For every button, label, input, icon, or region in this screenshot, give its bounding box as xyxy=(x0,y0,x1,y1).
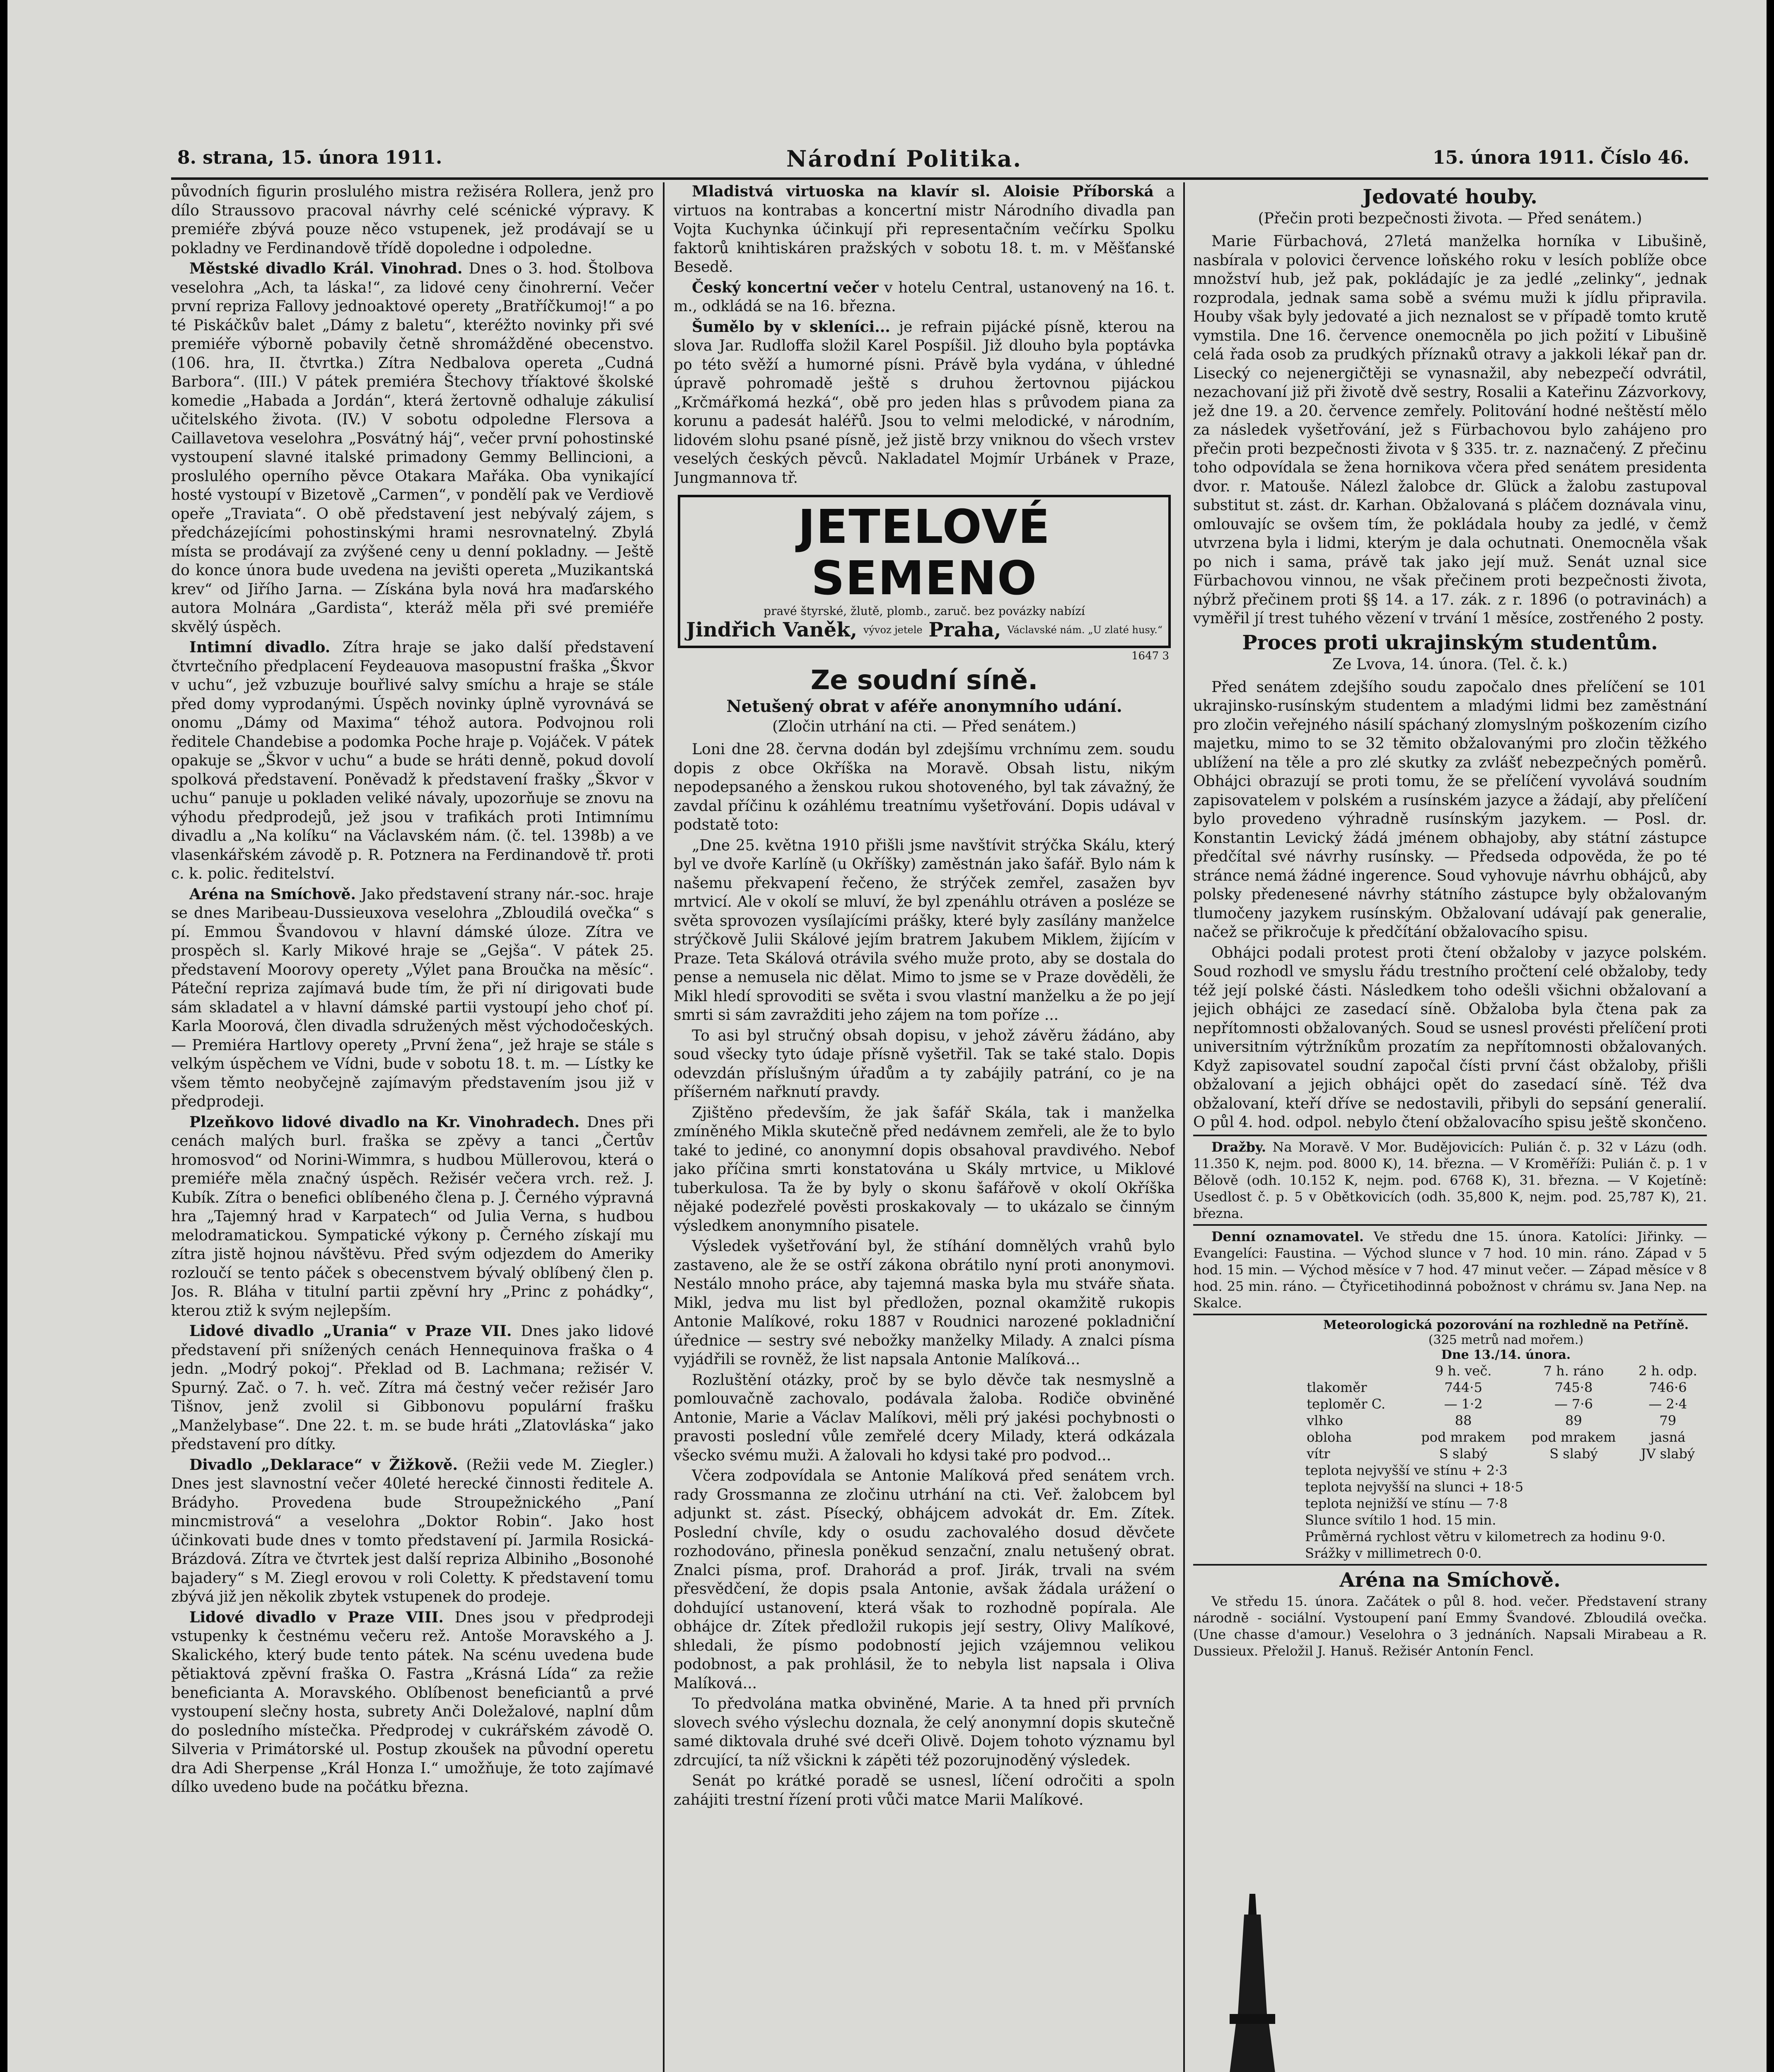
article-title: Aréna na Smíchově. xyxy=(1339,1568,1561,1592)
article-heading: Plzeňkovo lidové divadlo na Kr. Vinohradech. xyxy=(189,1113,580,1131)
header-page-date: 8. strana, 15. února 1911. xyxy=(177,147,442,168)
article-paragraph: Dražby. Na Moravě. V Mor. Budějovicích: Pulián č. p. 32 v Lázu (odh. 11.350 K, nejm. pod. 8000 K), 14. března. — V Kroměříži: Pulián č. p. 1 v Bělově (odh. 10.152 K, nejm. pod. 6768 K), 31. března. — V Kojetíně: Usedlost č. p. 5 v Obětkovicích (odh. 35,800 K, nejm. pod. 25,787 K), 21. března. xyxy=(1193,1139,1707,1221)
weather-subtitle: (325 metrů nad mořem.) xyxy=(1428,1332,1584,1347)
divider xyxy=(1193,1564,1707,1566)
clover-ad-subtitle: pravé štyrské, žlutě, plomb., zaruč. bez povázky nabízí xyxy=(764,604,1085,618)
masthead-title: Národní Politika. xyxy=(786,145,1022,172)
article-paragraph: Divadlo „Deklarace“ v Žižkově. (Režii vede M. Ziegler.) Dnes jest slavnostní večer 40leté herecké činnosti ředitele A. Brádyho. Provedena bude Stroupežnického „Paní mincmistrová“ a veselohra „Doktor Robin“. Jako host účinkovati bude dnes v tomto představení pí. Jarmila Rosická-Brázdová. Zítra ve čtvrtek jest další repriza Albiniho „Bosonohé bajadery“ s M. Ziegl erovou v roli Coletty. K představení tomu zbývá již jen několik zbytek vstupenek do prodeje. xyxy=(171,1456,654,1605)
clover-ad-firm-line xyxy=(686,618,1163,641)
weather-note: Slunce svítilo 1 hod. 15 min. xyxy=(1305,1512,1496,1528)
clover-ad-code: 1647 3 xyxy=(1131,650,1169,662)
column-3 xyxy=(1193,182,1707,2072)
weather-col-header: 2 h. odp. xyxy=(1638,1363,1697,1379)
weather-note: teplota nejvyšší ve stínu + 2·3 xyxy=(1305,1462,1508,1478)
article-paragraph: Šumělo by v skleníci... je refrain pijácké písně, kterou na slova Jar. Rudloffa složil Karel Pospíšil. Již dlouho byla poptávka po této svěží a humorné písni. Právě byla vydána, v úhledné úpravě pohromadě ještě s druhou žertovnou pijáckou „Krčmářkomá hezká“, obě pro jeden hlas s průvodem piana za korunu a padesát haléřů. Jsou to velmi melodické, v národním, lidovém slohu psané písně, jež jistě brzy vniknou do všech vrstev veselých českých pěvců. Nakladatel Mojmír Urbánek v Praze, Jungmannova tř. xyxy=(674,318,1175,487)
article-paragraph: To asi byl stručný obsah dopisu, v jehož závěru žádáno, aby soud všecky tyto údaje přísně vyšetřil. Tak se také stalo. Dopis odevzdán příslušným úřadům a ty zabájily patrání, co je na příšerném nařknutí pravdy. xyxy=(674,1027,1175,1101)
clover-ad-city: Praha, xyxy=(928,618,1001,641)
article-paragraph: Denní oznamovatel. Ve středu dne 15. února. Katolíci: Jiřinky. — Evangelíci: Faustina. — Východ slunce v 7 hod. 10 min. ráno. Západ v 5 hod. 15 min. — Východ měsíce v 7 hod. 47 minut večer. — Západ měsíce v 8 hod. 25 min. ráno. — Čtyřicetihodinná pobožnost v chrámu sv. Jana Nep. na Skalce. xyxy=(1193,1228,1707,1311)
article-paragraph: Včera zodpovídala se Antonie Malíková před senátem vrch. rady Grossmanna ze zločinu utrhání na cti. Veř. žalobcem byl adjunkt st. zást. Písecký, obhájcem advokát dr. Em. Zítek. Poslední chvíle, kdy o osudu zachovalého dosud děvčete rozhodováno, přinesla poněkud senzační, znalu netušený obrat. Znalci písma, prof. Drahorád a prof. Jirák, trvali na svém přesvědčení, že dopis psala Antonie, avšak žádala urážení o dohdující ustanovení, která však to rozhodně popírala. Ale obhájce dr. Zítek předložil rukopis její sestry, Olivy Malíkové, shledali, že písmo podobností jejich vzájemnou velikou podobnost, a pak prohlásil, že to nebyla list napsala i Oliva Malíková... xyxy=(674,1467,1175,1692)
weather-note: teplota nejvyšší na slunci + 18·5 xyxy=(1305,1479,1524,1495)
header-rule xyxy=(171,177,1708,180)
article-subtitle: Ze Lvova, 14. února. (Tel. č. k.) xyxy=(1332,656,1568,673)
article-heading: Mladistvá virtuoska na klavír sl. Aloisie Příborská xyxy=(692,183,1154,200)
article-paragraph: původních figurin proslulého mistra režiséra Rollera, jenž pro dílo Straussovo pracoval návrhy celé scénické výpravy. K premiéře zbývá pouze něco vstupenek, jež prodávají se u pokladny ve Ferdinandově třídě dopoledne i odpoledne. xyxy=(171,183,654,257)
article-paragraph: Lidové divadlo v Praze VIII. Dnes jsou v předprodeji vstupenky k čestnému večeru rež. Antoše Moravského a J. Skalického, který bude tento pátek. Na scénu uvedena bude pětiaktová zpěvní fraška O. Fastra „Krásná Lída“ za režie beneficianta A. Moravského. Oblíbenost beneficiantů a prvé vystoupení slečny hosta, subrety Anči Doležalové, naplní dům do posledního místečka. Předprodej v cukrářském závodě O. Silveria v Primátorské ul. Postup zkoušek na původní operetu dra Adi Sherpense „Král Honza I.“ umožňuje, že toto zajímavé dílko uvedeno bude na počátku března. xyxy=(171,1608,654,1796)
column-divider-1 xyxy=(663,182,665,2072)
clover-ad-firm: Jindřich Vaněk, xyxy=(686,618,858,641)
divider xyxy=(1193,1314,1707,1315)
article-paragraph: Obhájci podali protest proti čtení obžaloby v jazyce polském. Soud rozhodl ve smyslu řádu trestního pročtení celé obžaloby, tedy též její polské části. Následkem toho odešli všichni obžalovaní a jejich obhájci ze zasedací síně. Obžaloba byla čtena pak za nepřítomnosti obžalovaných. Soud se usnesl provésti přelíčení proti universitním výtržníkům prozatím za nepřítomnosti obžalovaných. Když zapisovatel soudní započal čísti první část obžaloby, přišli obžalovaní a jejich obhájci opět do zasedací síně. Též dva obžalovaní, kteří dříve se nedostavili, přibyli do sepsání generalií. O půl 4. hod. odpol. nebylo čtení obžalovacího spisu ještě skončeno. xyxy=(1193,944,1707,1131)
article-paragraph: Marie Fürbachová, 27letá manželka horníka v Libušině, nasbírala v polovici července loňského roku v lesích poblíže obce množství hub, jež pak, pokládajíc je za jedlé „zelinky“, jednak rozprodala, jednak sama sobě a svému muži k jídlu připravila. Houby však byly jedovaté a jich neznalost se v případě tomto krutě vymstila. Dne 16. července onemocněla po jich požití v Libušině celá řada osob za prudkých příznaků otravy a jakkoli lékař pan dr. Lisecký co nejenergičtěji se vynasnažil, aby nebezpečí odvrátil, nezachovaní již při životě dvě sestry, Rosalii a Kateřinu Zázvorkovy, jež dne 19. a 20. července zemřely. Politování hodné neštěstí mělo za následek vyšetřování, jež s Fürbachovou bylo zahájeno pro přečin proti bezpečnosti života v § 335. tr. z. naznačený. Z přečinu toho odpovídala se žena hornikova včera před senátem presidenta dvor. r. Matouše. Nálezl žalobce dr. Glück a žalobu zastupoval substitut st. zást. dr. Karhan. Obžalovaná s pláčem doznávala vinu, omlouvajíc se ovšem tím, že pokládala houby za jedlé, v čemž utvrzena byla i lidmi, kterým je dala ochutnati. Onemocněla však po nich i sama, právě tak jako její muž. Senát uznal sice Fürbachovou vinnou, ne však přečinem proti bezpečnosti života, nýbrž přečinem proti §§ 14. a 17. zák. z r. 1896 (o potravinách) a vyměřil jí trest tuhého vězení v trvání 1 měsíce, zostřeného 2 posty. xyxy=(1193,233,1707,627)
article-paragraph: Městské divadlo Král. Vinohrad. Dnes o 3. hod. Štolbova veselohra „Ach, ta láska!“, za lidové ceny činohrerní. Večer první repriza Fallovy jednoaktové operety „Bratříčkumoj!“ a po té Piskáčkův balet „Dámy z baletu“, kteréžto novinky při své premiéře výborně pobavily četně shromážděné obecenstvo. (106. hra, II. čtvrtka.) Zítra Nedbalova opereta „Cudná Barbora“. (III.) V pátek premiéra Štechovy tříaktové školské komedie „Habada a Jordán“, která žertovně odhaluje zákulisí učitelského života. (IV.) V sobotu odpoledne Flersova a Caillavetova veselohra „Posvátný háj“, večer první pohostinské vystoupení slavné italské primadony Gemmy Bellincioni, a proslulého operního pěvce Otakara Mařáka. Oba vynikající hosté vystoupí v Bizetově „Carmen“, v pondělí pak ve Verdiově opeře „Traviata“. O obě představení jest nebývalý zájem, s předcházejícími pohostinskými hrami nesrovnatelný. Zbylá místa se prodávají za zvýšené ceny u denní pokladny. — Ještě do konce února bude uvedena na jevišti opereta „Muzikantská krev“ od Jiřího Jarna. — Získána byla nová hra maďarského autora Molnára „Gardista“, kteráž měla při své premiéře skvělý úspěch. xyxy=(171,260,654,636)
article-heading: Aréna na Smíchově. xyxy=(189,885,356,903)
article-heading: Městské divadlo Král. Vinohrad. xyxy=(189,260,463,277)
article-paragraph: Mladistvá virtuoska na klavír sl. Aloisie Příborská a virtuos na kontrabas a koncertní mistr Národního divadla pan Vojta Kuchynka účinkují při representačním večírku Spolku faktorů knihtiskáren pražských v sobotu 18. t. m. v Měšťanské Besedě. xyxy=(674,183,1175,276)
weather-note: Průměrná rychlost větru v kilometrech za hodinu 9·0. xyxy=(1305,1528,1666,1544)
article-heading: Lidové divadlo „Urania“ v Praze VII. xyxy=(189,1322,512,1340)
section-title-court: Ze soudní síně. xyxy=(810,665,1038,696)
weather-note: teplota nejnižší ve stínu — 7·8 xyxy=(1305,1495,1508,1511)
article-paragraph: Výsledek vyšetřování byl, že stíhání domnělých vrahů bylo zastaveno, ale že se ostří zákona obrátilo nyní proti anonymovi. Nestálo mnoho práce, aby tajemná maska byla mu stváře sňata. Mikl, jedva mu list byl předložen, poznal okamžitě rukopis Antonie Malíkové, roku 1887 v Roudnici narozené pokladniční úřednice — sestry své nebožky manželky Milady. A znalci písma vyjádřili se rovněž, že list napsala Antonie Malíková... xyxy=(674,1238,1175,1368)
article-paragraph: To předvolána matka obviněné, Marie. A ta hned při prvních slovech svého výslechu doznala, že celý anonymní dopis skutečně samé diktovala druhé své dceři Olivě. Dojem tohoto významu byl zdrcující, ta níž všickni k zápěti též pozorujnoděný výsledek. xyxy=(674,1695,1175,1769)
weather-table xyxy=(1305,1363,1707,1462)
article-paragraph: Aréna na Smíchově. Jako představení strany nár.-soc. hraje se dnes Maribeau-Dussieuxova veselohra „Zbloudilá ovečka“ s pí. Emmou Švandovou v hlavní dámské úloze. Zítra ve prospěch sl. Karly Mikové hraje se „Gejša“. V pátek 25. představení Moorovy operety „Výlet pana Broučka na měsíc“. Páteční repriza zajímavá bude tím, že při ní dirigovati bude sám skladatel a v hlavní dámské partii vystoupí jeho choť pí. Karla Moorová, člen divadla sdružených měst východočeských. — Premiéra Hartlovy operety „První žena“, jež hraje se stále s velkým úspěchem ve Vídni, bude v sobotu 18. t. m. — Lístky ke všem těmto neobyčejně zajímavým představením jsou již v předprodeji. xyxy=(171,885,654,1110)
article-heading: Šumělo by v skleníci... xyxy=(692,318,890,336)
weather-row: vítr S slabý S slabý JV slabý xyxy=(1307,1445,1695,1462)
article-subtitle: (Zločin utrhání na cti. — Před senátem.) xyxy=(772,718,1076,735)
article-paragraph: Před senátem zdejšího soudu započalo dnes přelíčení se 101 ukrajinsko-rusínským studentem a mladými lidmi bez zaměstnání pro zločin veřejného násilí spáchaný zlomyslným poškozením cizího majetku, mimo to se 32 těmito obžalovanými pro zločin těžkého ublížení na těle a pro zlé skutky za zvlášť nebezpečných poměrů. Obhájci obrazují se proti tomu, že se přelíčení vyvolává soudním zapisovatelem v polském a rusínském jazyce a žádají, aby přelíčení bylo provedeno výhradně rusínským jazykem. — Posl. dr. Konstantin Levický žádá jménem obhajoby, aby státní zástupce předčítal své návrhy rusínsky. — Předseda odpověda, že po té stránce nemá žádné ingerence. Soud vyhovuje návrhu obhájců, aby polsky předenesené návrhy státního zástupce byly obžalovaným tlumočeny jazykem rusínským. Obžalovaní udávají pak generalie, načež se přikročuje k předčítání obžalovacího spisu. xyxy=(1193,678,1707,941)
article-paragraph: Ve středu 15. února. Začátek o půl 8. hod. večer. Představení strany národně - sociální. Vystoupení paní Emmy Švandové. Zbloudilá ovečka. (Une chasse d'amour.) Veselohra o 3 jednáních. Napsali Mirabeau a R. Dussieux. Přeložil J. Hanuš. Režisér Antonín Fencl. xyxy=(1193,1593,1707,1659)
article-paragraph: Intimní divadlo. Zítra hraje se jako další představení čtvrtečního předplacení Feydeauova masopustní fraška „Škvor v uchu“, jež vzbuzuje bouřlivé salvy smíchu a hraje se stále před domy vyprodanými. Úspěch novinky úplně vyrovnává se onomu „Dámy od Maxima“ téhož autora. Podvojnou roli ředitele Chandebise a podomka Poche hraje p. Vojáček. V pátek opakuje se „Škvor v uchu“ a bude se hráti denně, pokud dovolí spolková představení. Poněvadž k představení frašky „Škvor v uchu“ panuje u pokladen veliké návaly, upozorňuje se znovu na výhodu předprodejů, jež jsou v trafikách proti Intimnímu divadlu a „Na kolíku“ na Václavském nám. (č. tel. 1398b) a ve vlasenkářském závodě p. R. Potznera na Ferdinandově tř. proti c. k. polic. ředitelství. xyxy=(171,639,654,882)
divider xyxy=(1193,1135,1707,1136)
header-date-issue: 15. února 1911. Číslo 46. xyxy=(1433,147,1689,168)
article-title: Jedovaté houby. xyxy=(1363,185,1537,208)
weather-row: vlhko 88 89 79 xyxy=(1307,1412,1677,1428)
article-paragraph: „Dne 25. května 1910 přišli jsme navštívit strýčka Skálu, který byl ve dvoře Karlíně (u Okříšky) zaměstnán jako šafář. Bylo nám k našemu překvapení řečeno, že strýček zemřel, zasažen byv mrtvicí. Ale v okolí se mluví, že byl zpenáhlu otráven a posléze se světa sprovozen vysílajícími prášky, které byly zasílány manželce strýčkově Julii Skálové jejím bratrem Jakubem Miklem, žijícím v Praze. Teta Skálová otrávila svého muže proto, aby se dostala do pense a nemusela nic dělat. Mimo to jsme se v Praze dověděli, že Mikl hledí sprovoditi se světa i svou vlastní manželku a že po její smrti si sám zavražditi jeho zájem na tom poříze ... xyxy=(674,837,1175,1024)
column-1 xyxy=(171,182,654,2072)
article-heading: Intimní divadlo. xyxy=(189,639,331,656)
weather-row: tlakoměr 744·5 745·8 746·6 xyxy=(1307,1379,1687,1395)
article-paragraph: Loni dne 28. června dodán byl zdejšímu vrchnímu zem. soudu dopis z obce Okříška na Moravě. Obsah listu, nikým nepodepsaného a ženskou rukou shotoveného, byl tak závažný, že zavdal příčinu k ozáhlému treatnímu vyšetřování. Dopis udával v podstatě toto: xyxy=(674,741,1175,833)
weather-title: Meteorologická pozorování na rozhledně na Petříně. xyxy=(1323,1317,1689,1332)
page-header xyxy=(7,147,1767,176)
clover-ad-title: JETELOVÉ SEMENO xyxy=(798,500,1051,605)
weather-date: Dne 13./14. února. xyxy=(1441,1347,1571,1362)
divider xyxy=(1193,1224,1707,1226)
weather-row: teploměr C. — 1·2 — 7·6 — 2·4 xyxy=(1307,1396,1687,1412)
article-heading: Lidové divadlo v Praze VIII. xyxy=(189,1608,444,1626)
weather-row: obloha pod mrakem pod mrakem jasná xyxy=(1307,1429,1686,1445)
article-heading: Dražby. xyxy=(1211,1139,1266,1155)
article-paragraph: Rozluštění otázky, proč by se bylo děvče tak nesmyslně a pomlouvačně zachovalo, podávala žaloba. Rodiče obviněné Antonie, Marie a Václav Malíkovi, měli prý jakési pochybnosti o pravosti poslední vůle zemřelé dcery Milady, která odkázala všecko svému muži. A žalovali ho kdysi také pro podvod... xyxy=(674,1371,1175,1464)
clover-ad-export: vývoz jetele xyxy=(863,624,923,636)
article-heading: Český koncertní večer xyxy=(692,278,879,296)
weather-note: Srážky v millimetrech 0·0. xyxy=(1305,1545,1482,1561)
column-2 xyxy=(674,182,1175,2072)
article-paragraph: Plzeňkovo lidové divadlo na Kr. Vinohradech. Dnes při cenách malých burl. fraška se zpěvy a tanci „Čertův hromosvod“ od Norini-Wimmra, s hudbou Müllerovou, která o premiéře měla značný úspěch. Režisér večera vrch. rež. J. Kubík. Zítra o benefici oblíbeného člena p. J. Černého výpravná hra „Tajemný hrad v Karpatech“ od Julia Verna, s hudbou melodramatickou. Sympatické výkony p. Černého získají mu zítra jistě hojnou návštěvu. Před svým odjezdem do Ameriky rozloučí se tento páček s obecenstvem bývalý oblíbený člen p. Jos. R. Bláha v titulní partii zpěvní hry „Princ z pohádky“, kterou ztiž k svým nejlepším. xyxy=(171,1113,654,1319)
article-title: Proces proti ukrajinským studentům. xyxy=(1242,631,1658,654)
article-subtitle: (Přečin proti bezpečnosti života. — Před senátem.) xyxy=(1258,210,1642,227)
article-paragraph: Zjištěno především, že jak šafář Skála, tak i manželka zmíněného Mikla skutečně před nedávnem zemřeli, ale že to bylo také to jediné, co anonymní dopis obsahoval pravdivého. Nebof jako příčina smrti konstatována u Skály mrtvice, u Miklové tuberkulosa. Ta že by byly o skonu šafářově v okolí Okříška nějaké podezřelé pověsti proskakovaly — to ukázalo se činným výsledkem anonymního pisatele. xyxy=(674,1104,1175,1234)
weather-col-header: 9 h. več. xyxy=(1435,1363,1492,1379)
article-paragraph: Lidové divadlo „Urania“ v Praze VII. Dnes jako lidové představení při snížených cenách Hennequinova fraška o 4 jedn. „Modrý pokoj“. Překlad od B. Lachmana; režisér V. Spurný. Zač. o 7. h. več. Zítra má čestný večer režisér Jaro Tišnov, jenž zvolil si Gibbonovu populární frašku „Manželybase“. Dne 22. t. m. se bude hráti „Zlatovláska“ jako představení pro dítky. xyxy=(171,1322,654,1453)
article-paragraph: Český koncertní večer v hotelu Central, ustanovený na 16. t. m., odkládá se na 16. března. xyxy=(674,278,1175,315)
petrin-tower-illustration xyxy=(1201,1890,1304,2072)
article-paragraph: Senát po krátké poradě se usnesl, líčení odročiti a spoln zahájiti trestní řízení proti vůči matce Marii Malíkové. xyxy=(674,1772,1175,1808)
weather-col-header: 7 h. ráno xyxy=(1543,1363,1604,1379)
clover-ad-address: Václavské nám. „U zlaté husy.“ xyxy=(1007,624,1163,636)
article-heading: Divadlo „Deklarace“ v Žižkově. xyxy=(189,1456,458,1474)
newspaper-page xyxy=(7,0,1767,2072)
article-heading: Denní oznamovatel. xyxy=(1211,1228,1364,1244)
column-divider-2 xyxy=(1183,182,1185,2072)
clover-seed-ad xyxy=(678,495,1171,648)
weather-report xyxy=(1305,1318,1707,1561)
article-title: Netušený obrat v aféře anonymního udání. xyxy=(726,697,1122,716)
